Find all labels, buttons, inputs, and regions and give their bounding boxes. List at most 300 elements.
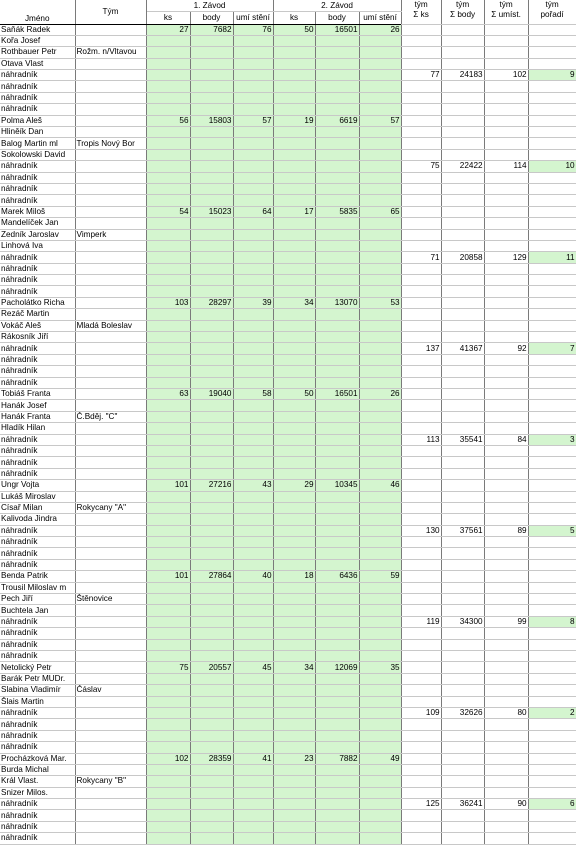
summary-cell [484, 719, 528, 730]
summary-cell [528, 58, 576, 69]
team-sum-ks: 75 [401, 161, 441, 172]
score-cell [273, 161, 315, 172]
summary-cell [441, 594, 484, 605]
summary-cell [401, 24, 441, 35]
score-cell [315, 400, 359, 411]
summary-cell [528, 480, 576, 491]
table-row [0, 161, 576, 172]
member-name: Rákosník Jiří [0, 332, 75, 343]
summary-cell [484, 138, 528, 149]
team-name [75, 468, 146, 479]
summary-cell [401, 605, 441, 616]
score-cell [146, 138, 190, 149]
summary-cell [401, 514, 441, 525]
score-cell [273, 263, 315, 274]
team-name [75, 161, 146, 172]
score-cell [190, 218, 233, 229]
score-cell [233, 502, 273, 513]
score-cell [233, 525, 273, 536]
team-name [75, 286, 146, 297]
team-name [75, 525, 146, 536]
score-cell [273, 799, 315, 810]
score-cell [146, 195, 190, 206]
header-tym-poradi-line2: pořadí [540, 10, 564, 19]
score-cell [146, 149, 190, 160]
score-cell [273, 377, 315, 388]
summary-cell [441, 662, 484, 673]
score-cell [233, 377, 273, 388]
summary-cell [528, 332, 576, 343]
score-cell [233, 582, 273, 593]
team-sum-umisteni: 90 [484, 799, 528, 810]
score-cell [359, 149, 401, 160]
round1-ks: 101 [146, 571, 190, 582]
summary-cell [484, 730, 528, 741]
score-cell [233, 628, 273, 639]
score-cell [359, 605, 401, 616]
score-cell [233, 229, 273, 240]
table-row [0, 70, 576, 81]
summary-cell [528, 833, 576, 844]
member-name: Saňák Radek [0, 24, 75, 35]
table-row [0, 423, 576, 434]
team-sum-body: 37561 [441, 525, 484, 536]
summary-cell [441, 35, 484, 46]
summary-cell [528, 172, 576, 183]
score-cell [359, 833, 401, 844]
summary-cell [401, 229, 441, 240]
team-name [75, 297, 146, 308]
score-cell [146, 434, 190, 445]
team-sum-umisteni: 92 [484, 343, 528, 354]
score-cell [273, 127, 315, 138]
summary-cell [484, 468, 528, 479]
round1-ks: 102 [146, 753, 190, 764]
score-cell [359, 468, 401, 479]
summary-cell [401, 320, 441, 331]
summary-cell [528, 491, 576, 502]
summary-cell [528, 354, 576, 365]
score-cell [359, 286, 401, 297]
summary-cell [441, 115, 484, 126]
score-cell [315, 799, 359, 810]
summary-cell [528, 127, 576, 138]
team-name [75, 343, 146, 354]
score-cell [273, 47, 315, 58]
score-cell [233, 366, 273, 377]
score-cell [315, 149, 359, 160]
team-name [75, 491, 146, 502]
score-cell [273, 605, 315, 616]
summary-cell [441, 58, 484, 69]
summary-cell [528, 81, 576, 92]
score-cell [233, 240, 273, 251]
score-cell [359, 47, 401, 58]
score-cell [273, 343, 315, 354]
header-r1-umisteni: umí stění [233, 12, 273, 25]
score-cell [233, 343, 273, 354]
score-cell [359, 491, 401, 502]
round1-body: 15023 [190, 206, 233, 217]
score-cell [233, 810, 273, 821]
team-name [75, 730, 146, 741]
member-name: Otava Vlast [0, 58, 75, 69]
member-name: Slabina Vladimír [0, 685, 75, 696]
score-cell [146, 104, 190, 115]
score-cell [190, 821, 233, 832]
score-cell [359, 366, 401, 377]
score-cell [315, 377, 359, 388]
summary-cell [528, 594, 576, 605]
team-name [75, 605, 146, 616]
team-name [75, 821, 146, 832]
score-cell [359, 810, 401, 821]
summary-cell [401, 502, 441, 513]
score-cell [190, 594, 233, 605]
score-cell [359, 183, 401, 194]
member-name: náhradník [0, 81, 75, 92]
score-cell [315, 354, 359, 365]
member-name: Sokolowski David [0, 149, 75, 160]
summary-cell [441, 480, 484, 491]
member-name: náhradník [0, 354, 75, 365]
summary-cell [528, 218, 576, 229]
team-poradi: 11 [528, 252, 576, 263]
team-name [75, 24, 146, 35]
summary-cell [484, 149, 528, 160]
summary-cell [441, 309, 484, 320]
table-row [0, 696, 576, 707]
summary-cell [484, 229, 528, 240]
score-cell [315, 514, 359, 525]
score-cell [190, 468, 233, 479]
summary-cell [401, 58, 441, 69]
score-cell [359, 502, 401, 513]
score-cell [146, 240, 190, 251]
score-cell [190, 559, 233, 570]
round2-body: 12069 [315, 662, 359, 673]
summary-cell [441, 514, 484, 525]
score-cell [359, 742, 401, 753]
score-cell [273, 707, 315, 718]
summary-cell [441, 810, 484, 821]
team-sum-umisteni: 129 [484, 252, 528, 263]
summary-cell [401, 719, 441, 730]
summary-cell [528, 400, 576, 411]
member-name: náhradník [0, 799, 75, 810]
score-cell [315, 275, 359, 286]
summary-cell [484, 742, 528, 753]
score-cell [146, 548, 190, 559]
score-cell [273, 719, 315, 730]
summary-cell [528, 787, 576, 798]
table-row [0, 468, 576, 479]
score-cell [359, 423, 401, 434]
team-sum-body: 36241 [441, 799, 484, 810]
score-cell [233, 218, 273, 229]
score-cell [315, 810, 359, 821]
score-cell [273, 764, 315, 775]
table-row [0, 332, 576, 343]
table-row [0, 833, 576, 844]
team-sum-body: 35541 [441, 434, 484, 445]
score-cell [233, 354, 273, 365]
score-cell [146, 491, 190, 502]
member-name: Rezáč Martin [0, 309, 75, 320]
score-cell [233, 559, 273, 570]
score-cell [146, 263, 190, 274]
member-name: Benda Patrik [0, 571, 75, 582]
score-cell [190, 434, 233, 445]
round2-umisteni: 26 [359, 389, 401, 400]
summary-cell [441, 764, 484, 775]
round2-body: 10345 [315, 480, 359, 491]
score-cell [190, 47, 233, 58]
score-cell [233, 320, 273, 331]
table-row [0, 92, 576, 103]
score-cell [273, 776, 315, 787]
summary-cell [401, 389, 441, 400]
summary-cell [401, 195, 441, 206]
score-cell [233, 673, 273, 684]
score-cell [273, 149, 315, 160]
summary-cell [441, 833, 484, 844]
summary-cell [484, 366, 528, 377]
summary-cell [441, 571, 484, 582]
team-sum-ks: 71 [401, 252, 441, 263]
table-row [0, 81, 576, 92]
score-cell [233, 400, 273, 411]
score-cell [146, 810, 190, 821]
table-row [0, 240, 576, 251]
score-cell [359, 172, 401, 183]
score-cell [359, 400, 401, 411]
team-name [75, 582, 146, 593]
score-cell [315, 47, 359, 58]
team-sum-umisteni: 80 [484, 707, 528, 718]
team-name [75, 616, 146, 627]
score-cell [233, 537, 273, 548]
summary-cell [441, 240, 484, 251]
table-row [0, 787, 576, 798]
table-row [0, 389, 576, 400]
header-tym-sum-body-line1: tým [455, 0, 470, 9]
summary-cell [401, 423, 441, 434]
team-poradi: 10 [528, 161, 576, 172]
score-cell [273, 685, 315, 696]
table-row [0, 24, 576, 35]
team-name [75, 742, 146, 753]
score-cell [315, 605, 359, 616]
summary-cell [441, 286, 484, 297]
score-cell [233, 434, 273, 445]
table-row [0, 218, 576, 229]
summary-cell [484, 571, 528, 582]
summary-cell [484, 423, 528, 434]
score-cell [273, 423, 315, 434]
summary-cell [401, 628, 441, 639]
team-name [75, 366, 146, 377]
team-name [75, 537, 146, 548]
score-cell [146, 799, 190, 810]
round1-ks: 56 [146, 115, 190, 126]
score-cell [315, 787, 359, 798]
member-name: náhradník [0, 252, 75, 263]
round2-ks: 19 [273, 115, 315, 126]
score-cell [315, 616, 359, 627]
score-cell [359, 639, 401, 650]
score-cell [190, 172, 233, 183]
summary-cell [441, 742, 484, 753]
score-cell [315, 502, 359, 513]
member-name: Císař Milan [0, 502, 75, 513]
score-cell [315, 104, 359, 115]
member-name: náhradník [0, 263, 75, 274]
summary-cell [401, 582, 441, 593]
score-cell [273, 457, 315, 468]
score-cell [190, 491, 233, 502]
score-cell [315, 81, 359, 92]
score-cell [146, 229, 190, 240]
header-tym-sum-ks-line1: tým [414, 0, 428, 9]
score-cell [190, 799, 233, 810]
member-name: Buchtela Jan [0, 605, 75, 616]
score-cell [273, 616, 315, 627]
summary-cell [528, 138, 576, 149]
member-name: Kalivoda Jindra [0, 514, 75, 525]
team-name [75, 70, 146, 81]
team-name [75, 787, 146, 798]
score-cell [233, 35, 273, 46]
score-cell [146, 275, 190, 286]
score-cell [315, 582, 359, 593]
score-cell [190, 673, 233, 684]
member-name: náhradník [0, 457, 75, 468]
score-cell [190, 582, 233, 593]
summary-cell [484, 548, 528, 559]
score-cell [359, 787, 401, 798]
team-name [75, 183, 146, 194]
score-cell [315, 195, 359, 206]
header-r1-body: body [190, 12, 233, 25]
summary-cell [401, 787, 441, 798]
summary-cell [401, 309, 441, 320]
team-sum-ks: 109 [401, 707, 441, 718]
score-cell [146, 559, 190, 570]
team-name [75, 445, 146, 456]
score-cell [315, 594, 359, 605]
team-name [75, 548, 146, 559]
score-cell [359, 161, 401, 172]
round2-umisteni: 65 [359, 206, 401, 217]
summary-cell [484, 491, 528, 502]
team-sum-umisteni: 89 [484, 525, 528, 536]
summary-cell [528, 810, 576, 821]
score-cell [233, 764, 273, 775]
summary-cell [441, 138, 484, 149]
table-row [0, 343, 576, 354]
round2-body: 6619 [315, 115, 359, 126]
summary-cell [441, 354, 484, 365]
score-cell [146, 92, 190, 103]
summary-cell [484, 195, 528, 206]
score-cell [359, 309, 401, 320]
summary-cell [484, 320, 528, 331]
summary-cell [441, 685, 484, 696]
member-name: Hladík Hilan [0, 423, 75, 434]
team-name [75, 263, 146, 274]
table-row [0, 252, 576, 263]
score-cell [190, 263, 233, 274]
team-name [75, 127, 146, 138]
score-cell [273, 183, 315, 194]
score-cell [359, 445, 401, 456]
summary-cell [401, 559, 441, 570]
summary-cell [401, 833, 441, 844]
summary-cell [441, 389, 484, 400]
score-cell [315, 92, 359, 103]
score-cell [146, 35, 190, 46]
summary-cell [441, 787, 484, 798]
team-name [75, 457, 146, 468]
score-cell [146, 650, 190, 661]
summary-cell [484, 240, 528, 251]
team-name [75, 559, 146, 570]
table-row [0, 457, 576, 468]
score-cell [315, 673, 359, 684]
summary-cell [401, 127, 441, 138]
score-cell [233, 172, 273, 183]
score-cell [315, 719, 359, 730]
summary-cell [401, 491, 441, 502]
score-cell [190, 127, 233, 138]
table-row [0, 639, 576, 650]
team-name [75, 218, 146, 229]
header-r1-ks: ks [146, 12, 190, 25]
summary-cell [441, 457, 484, 468]
score-cell [146, 252, 190, 263]
summary-cell [441, 628, 484, 639]
score-cell [273, 252, 315, 263]
summary-cell [401, 115, 441, 126]
score-cell [273, 320, 315, 331]
round2-umisteni: 53 [359, 297, 401, 308]
score-cell [273, 833, 315, 844]
score-cell [233, 58, 273, 69]
score-cell [146, 457, 190, 468]
score-cell [233, 821, 273, 832]
score-cell [190, 616, 233, 627]
summary-cell [484, 389, 528, 400]
summary-cell [484, 559, 528, 570]
round2-umisteni: 35 [359, 662, 401, 673]
summary-cell [484, 480, 528, 491]
score-cell [190, 776, 233, 787]
score-cell [190, 58, 233, 69]
table-row [0, 810, 576, 821]
score-cell [273, 787, 315, 798]
member-name: Pacholátko Richa [0, 297, 75, 308]
summary-cell [484, 286, 528, 297]
score-cell [315, 423, 359, 434]
team-name [75, 309, 146, 320]
member-name: Ungr Vojta [0, 480, 75, 491]
summary-cell [484, 502, 528, 513]
score-cell [190, 275, 233, 286]
member-name: Zedník Jaroslav [0, 229, 75, 240]
summary-cell [401, 172, 441, 183]
member-name: Pech Jiří [0, 594, 75, 605]
